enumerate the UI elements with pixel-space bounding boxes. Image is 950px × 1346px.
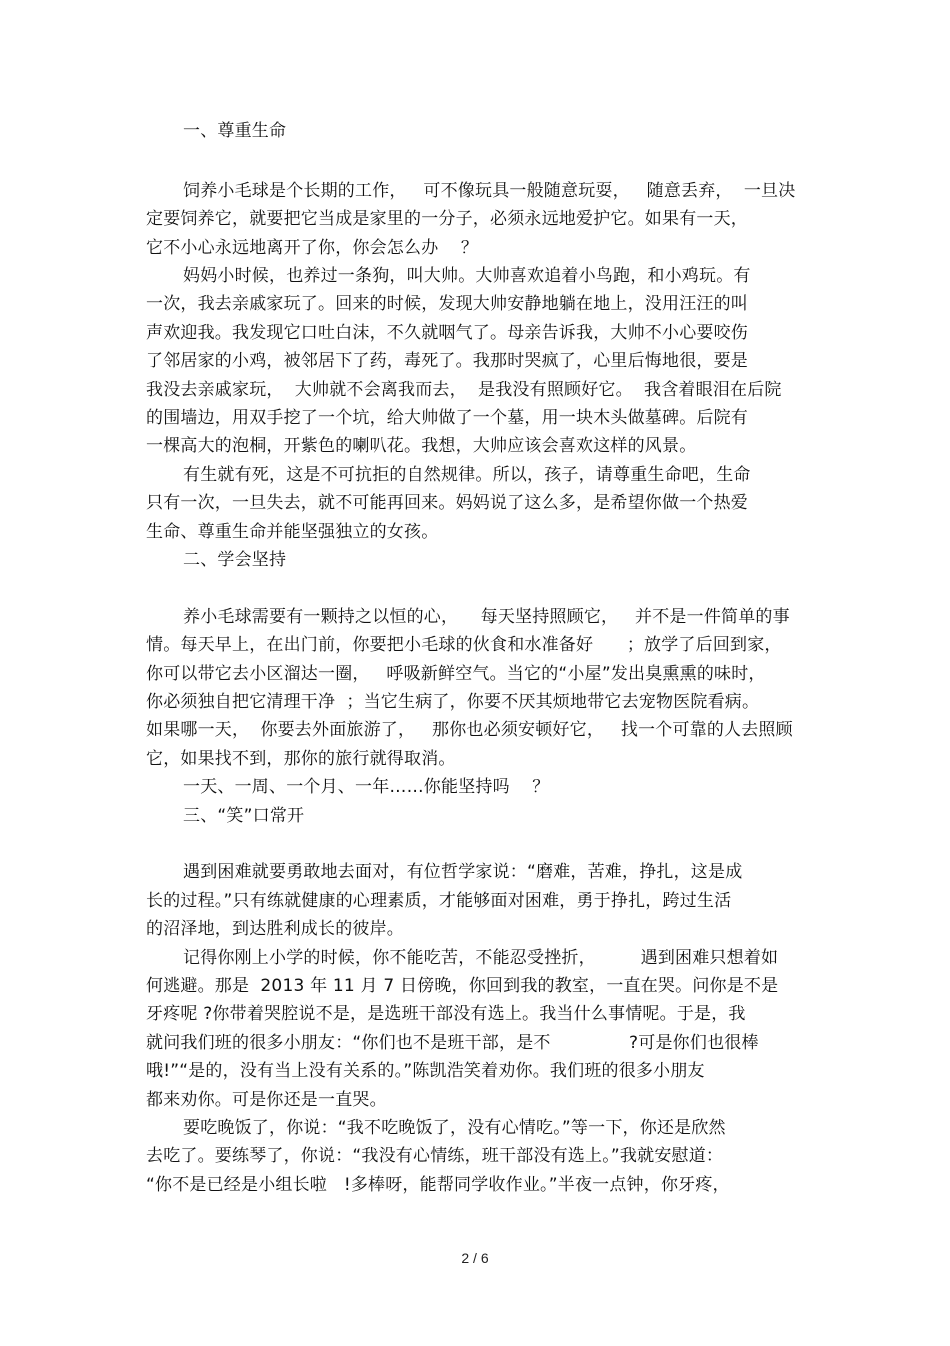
text-line: 我没去亲戚家玩， 大帅就不会离我而去， 是我没有照顾好它。 我含着眼泪在后院 — [146, 380, 782, 400]
text-line: 如果哪一天， 你要去外面旅游了， 那你也必须安顿好它， 找一个可靠的人去照顾 — [146, 720, 793, 740]
text-line: 生命、尊重生命并能坚强独立的女孩。 — [146, 522, 439, 542]
text-line: 它，如果找不到，那你的旅行就得取消。 — [146, 749, 456, 769]
text-line: 记得你刚上小学的时候，你不能吃苦，不能忍受挫折， 遇到困难只想着如 — [183, 948, 779, 968]
text-line: 牙疼呢 ?你带着哭腔说不是，是选班干部没有选上。我当什么事情呢。于是，我 — [146, 1004, 746, 1024]
text-line: 饲养小毛球是个长期的工作， 可不像玩具一般随意玩耍， 随意丢弃， 一旦决 — [183, 181, 796, 201]
section-heading-smile: 三、“笑”口常开 — [183, 806, 305, 826]
text-line: 了邻居家的小鸡，被邻居下了药，毒死了。我那时哭疯了，心里后悔地很，要是 — [146, 351, 748, 371]
text-line: 长的过程。”只有练就健康的心理素质，才能够面对困难，勇于挣扎，跨过生活 — [146, 891, 732, 911]
text-line: 定要饲养它，就要把它当成是家里的一分子，必须永远地爱护它。如果有一天， — [146, 209, 748, 229]
text-line: 要吃晚饭了，你说：“我不吃晚饭了，没有心情吃。”等一下，你还是欣然 — [183, 1118, 726, 1138]
text-line: 就问我们班的很多小朋友：“你们也不是班干部，是不 ?可是你们也很棒 — [146, 1033, 759, 1053]
text-line: 的沼泽地，到达胜利成长的彼岸。 — [146, 919, 404, 939]
section-heading-respect-life: 一、尊重生命 — [183, 121, 287, 141]
text-line: 去吃了。要练琴了，你说：“我没有心情练，班干部没有选上。”我就安慰道： — [146, 1146, 724, 1166]
text-line: 养小毛球需要有一颗持之以恒的心， 每天坚持照顾它， 并不是一件简单的事 — [183, 607, 790, 627]
text-line: 只有一次，一旦失去，就不可能再回来。妈妈说了这么多，是希望你做一个热爱 — [146, 493, 748, 513]
text-line: 你必须独自把它清理干净 ；当它生病了，你要不厌其烦地带它去宠物医院看病。 — [146, 692, 760, 712]
text-line: 一棵高大的泡桐，开紫色的喇叭花。我想，大帅应该会喜欢这样的风景。 — [146, 436, 697, 456]
text-line: 遇到困难就要勇敢地去面对，有位哲学家说：“磨难，苦难，挣扎，这是成 — [183, 862, 743, 882]
text-line: 你可以带它去小区溜达一圈， 呼吸新鲜空气。当它的“小屋”发出臭熏熏的味时， — [146, 664, 766, 684]
page-number: 2 / 6 — [461, 1250, 489, 1266]
section-heading-persistence: 二、学会坚持 — [183, 550, 287, 570]
text-line: 声欢迎我。我发现它口吐白沫，不久就咽气了。母亲告诉我，大帅不小心要咬伤 — [146, 323, 748, 343]
text-line: 有生就有死，这是不可抗拒的自然规律。所以，孩子，请尊重生命吧，生命 — [183, 465, 751, 485]
text-line: 一次，我去亲戚家玩了。回来的时候，发现大帅安静地躺在地上，没用汪汪的叫 — [146, 294, 748, 314]
text-line: 一天、一周、一个月、一年……你能坚持吗 ？ — [183, 777, 550, 797]
text-line: 何逃避。那是 2013 年 11 月 7 日傍晚，你回到我的教室，一直在哭。问你是不是 — [146, 976, 779, 996]
text-line: 它不小心永远地离开了你，你会怎么办 ？ — [146, 238, 479, 258]
text-line: “你不是已经是小组长啦 !多棒呀，能帮同学收作业。”半夜一点钟，你牙疼， — [146, 1175, 730, 1195]
text-line: 妈妈小时候，也养过一条狗，叫大帅。大帅喜欢追着小鸟跑，和小鸡玩。有 — [183, 266, 751, 286]
text-line: 情。每天早上，在出门前，你要把小毛球的伙食和水准备好 ；放学了后回到家， — [146, 635, 782, 655]
text-line: 哦!”“是的，没有当上没有关系的。”陈凯浩笑着劝你。我们班的很多小朋友 — [146, 1061, 705, 1081]
text-line: 都来劝你。可是你还是一直哭。 — [146, 1090, 387, 1110]
text-line: 的围墙边，用双手挖了一个坑，给大帅做了一个墓，用一块木头做墓碑。后院有 — [146, 408, 748, 428]
